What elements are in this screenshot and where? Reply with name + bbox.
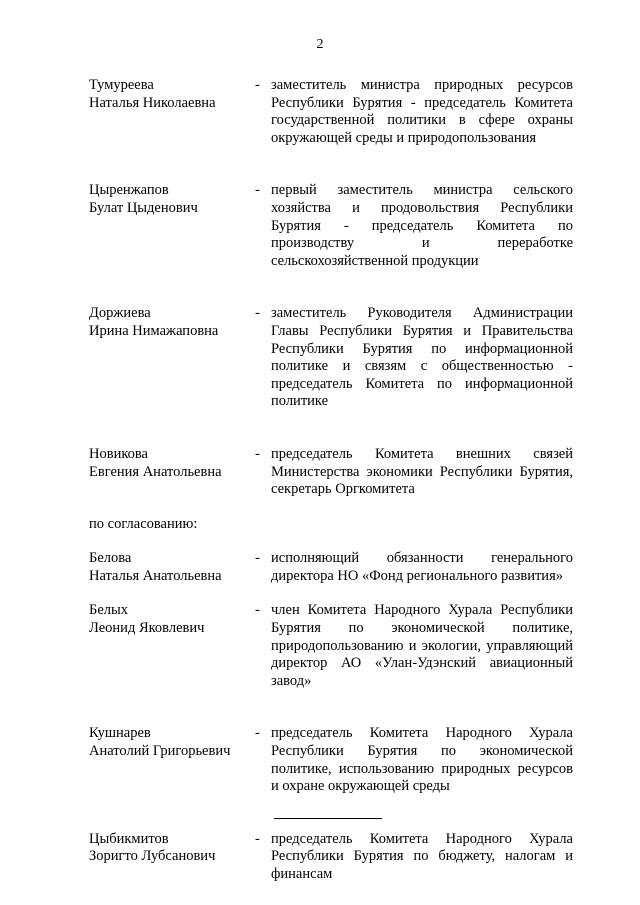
- member-entry: [89, 446, 579, 499]
- member-dash: -: [255, 445, 260, 462]
- member-dash: -: [255, 830, 260, 847]
- end-divider-line: [274, 818, 382, 819]
- member-given-name: Наталья Николаевна: [89, 94, 216, 111]
- member-surname: Белова: [89, 550, 132, 567]
- spacer: [89, 690, 579, 725]
- agreed-member-entry: [89, 831, 579, 884]
- agreed-member-entry: [89, 602, 579, 690]
- member-given-name: Ирина Нимажаповна: [89, 322, 219, 339]
- agreement-label: по согласованию:: [89, 515, 198, 532]
- member-given-name: Евгения Анатольевна: [89, 463, 222, 480]
- member-given-name: Леонид Яковлевич: [89, 620, 205, 637]
- member-name: [89, 550, 255, 585]
- spacer: [89, 147, 579, 182]
- member-description: председатель Комитета внешних связей Министерства экономики Республики Бурятия, секретарь Оргкомитета: [271, 445, 573, 498]
- spacer: [89, 411, 579, 446]
- member-dash: -: [255, 182, 260, 199]
- member-entry: [89, 77, 579, 147]
- spacer: [89, 270, 579, 305]
- member-entry: [89, 305, 579, 411]
- member-dash: -: [255, 725, 260, 742]
- member-dash: -: [255, 602, 260, 619]
- page-number: 2: [316, 37, 324, 52]
- member-name: [89, 602, 255, 637]
- member-description: заместитель Руководителя Администрации Главы Республики Бурятия и Правительства Республики Бурятия по информационной политике и связям с общественностью - председатель Комитета по информационной политике: [271, 305, 573, 410]
- member-entry: [89, 182, 579, 270]
- member-surname: Цыренжапов: [89, 182, 169, 199]
- member-given-name: Булат Цыденович: [89, 199, 198, 216]
- member-surname: Кушнарев: [89, 725, 151, 742]
- member-surname: Белых: [89, 602, 128, 619]
- member-surname: Доржиева: [89, 305, 151, 322]
- member-given-name: Зоригто Лубсанович: [89, 848, 216, 865]
- member-name: [89, 182, 255, 217]
- member-name: [89, 725, 255, 760]
- member-dash: -: [255, 305, 260, 322]
- member-description: исполняющий обязанности генерального директора НО «Фонд регионального развития»: [271, 550, 573, 584]
- agreed-member-entry: [89, 725, 579, 795]
- member-dash: -: [255, 550, 260, 567]
- member-description: председатель Комитета Народного Хурала Республики Бурятия по экономической политике, использованию природных ресурсов и охране окружающей среды: [271, 725, 573, 795]
- member-dash: -: [255, 77, 260, 93]
- member-name: [89, 831, 255, 866]
- member-name: [89, 446, 255, 481]
- spacer: [89, 796, 579, 831]
- member-name: [89, 77, 255, 112]
- member-description: член Комитета Народного Хурала Республики Бурятия по экономической политике, природопользованию и экологии, управляющий директор АО «Улан-Удэнский авиационный завод»: [271, 602, 573, 689]
- spacer: [89, 533, 579, 550]
- member-description: первый заместитель министра сельского хозяйства и продовольствия Республики Бурятия - председатель Комитета по производству и переработке сельскохозяйственной продукции: [271, 182, 573, 269]
- member-surname: Цыбикмитов: [89, 830, 169, 847]
- member-given-name: Анатолий Григорьевич: [89, 743, 231, 760]
- spacer: [89, 585, 579, 602]
- member-name: [89, 305, 255, 340]
- member-surname: Тумуреева: [89, 77, 154, 93]
- spacer: [89, 499, 579, 516]
- committee-member-list: [89, 77, 579, 884]
- agreed-member-entry: [89, 550, 579, 585]
- member-description: заместитель министра природных ресурсов Республики Бурятия - председатель Комитета государственной политики в сфере охраны окружающей среды и природопользования: [271, 77, 573, 146]
- member-surname: Новикова: [89, 445, 148, 462]
- member-description: председатель Комитета Народного Хурала Республики Бурятия по бюджету, налогам и финансам: [271, 830, 573, 882]
- member-given-name: Наталья Анатольевна: [89, 567, 222, 584]
